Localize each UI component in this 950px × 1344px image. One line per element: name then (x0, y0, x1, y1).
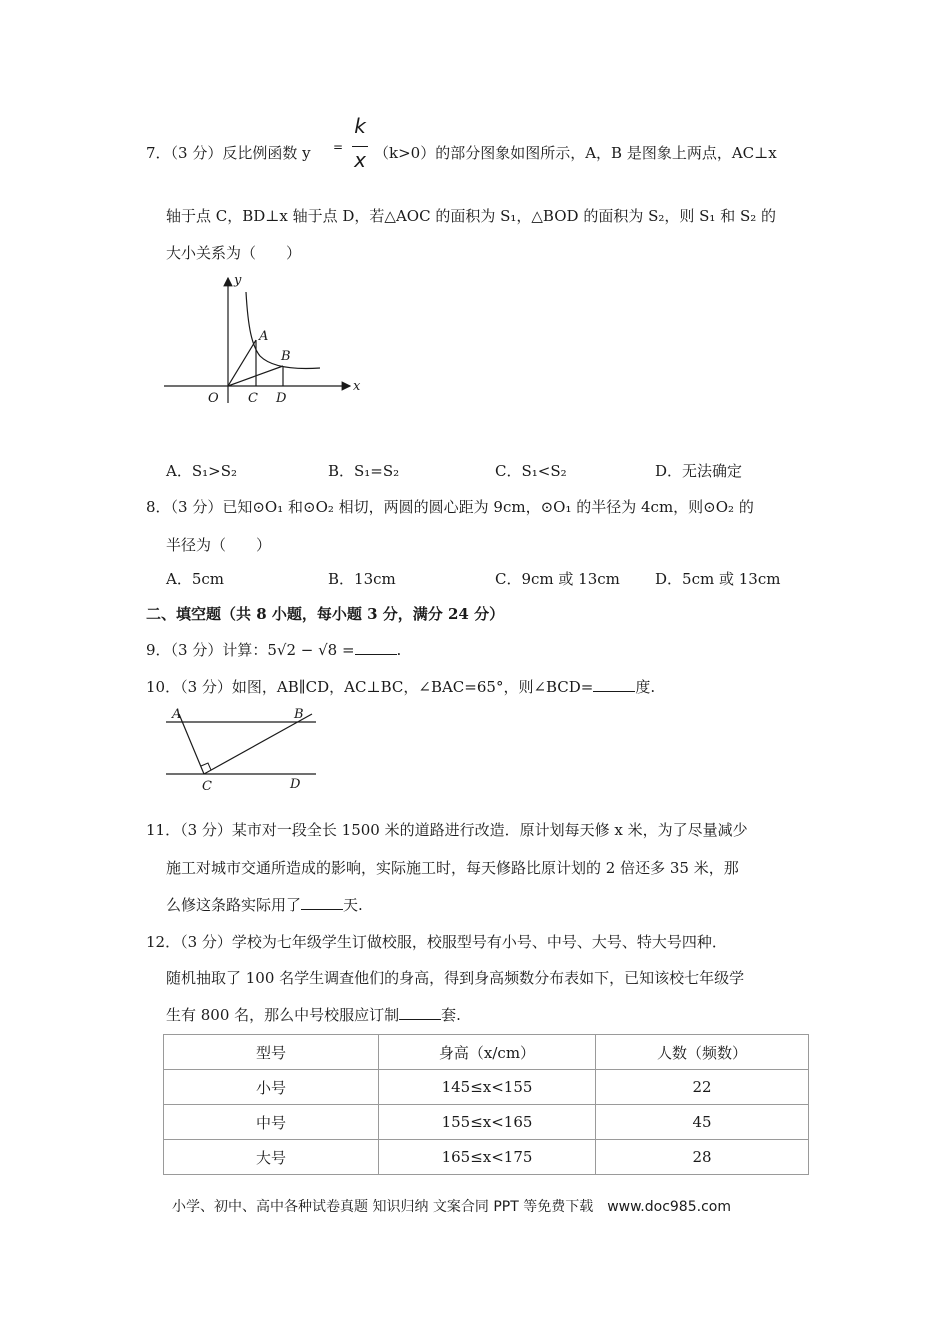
segment-oa (228, 340, 256, 386)
table-cell: 165≤x<175 (379, 1140, 596, 1175)
table-row (164, 1105, 809, 1140)
label-d: D (276, 391, 287, 406)
table-cell: 22 (596, 1070, 809, 1105)
q7-text-post: （k>0）的部分图象如图所示，A，B 是图象上两点，AC⊥x (374, 144, 777, 162)
q12-line3 (166, 1005, 461, 1025)
q8-line2: 半径为（ ） (166, 536, 272, 554)
q9-line (146, 640, 401, 660)
q11-line1: 11．（3 分）某市对一段全长 1500 米的道路进行改造．原计划每天修 x 米，为了尽量减少 (146, 821, 748, 839)
q10-text: 10．（3 分）如图，AB∥CD，AC⊥BC，∠BAC=65°，则∠BCD= (146, 678, 594, 696)
table-header-row (164, 1035, 809, 1070)
q7-line2: 轴于点 C，BD⊥x 轴于点 D，若△AOC 的面积为 S₁，△BOD 的面积为 S₂，则 S₁ 和 S₂ 的 (166, 207, 777, 225)
q10-text-end: 度. (635, 678, 656, 696)
q7-graph (160, 268, 370, 408)
segment-bc (204, 714, 312, 774)
table-cell: 小号 (164, 1070, 379, 1105)
table-cell: 大号 (164, 1140, 379, 1175)
label-c: C (248, 391, 258, 406)
section-2-heading: 二、填空题（共 8 小题，每小题 3 分，满分 24 分） (146, 605, 505, 623)
q12-line1: 12．（3 分）学校为七年级学生订做校服，校服型号有小号、中号、大号、特大号四种． (146, 933, 727, 951)
label-y: y (234, 273, 242, 288)
q9-text: 9．（3 分）计算：5√2 − √8 = (146, 641, 355, 659)
label-x: x (353, 379, 361, 394)
q7-line1 (146, 143, 311, 163)
q12-line2: 随机抽取了 100 名学生调查他们的身高，得到身高频数分布表如下，已知该校七年级学 (166, 969, 745, 987)
q7-fraction-bar (352, 146, 368, 147)
q9-answer-blank (355, 640, 397, 655)
label-a: A (172, 707, 182, 722)
table-header-cell: 型号 (164, 1035, 379, 1070)
q10-line (146, 677, 655, 697)
q11-text: 么修这条路实际用了 (166, 896, 302, 914)
q7-option-c: C．S₁<S₂ (495, 462, 567, 480)
page-footer: 小学、初中、高中各种试卷真题 知识归纳 文案合同 PPT 等免费下载 www.doc985.com (172, 1199, 731, 1215)
table-cell: 28 (596, 1140, 809, 1175)
q7-text-pre: 反比例函数 y (222, 144, 311, 162)
height-frequency-table (163, 1034, 809, 1175)
q11-text-end: 天. (343, 896, 363, 914)
label-a: A (259, 329, 269, 344)
q12-text: 生有 800 名，那么中号校服应订制 (166, 1006, 400, 1024)
table-header-cell: 人数（频数） (596, 1035, 809, 1070)
q8-option-b: B．13cm (328, 570, 396, 588)
label-d: D (290, 777, 301, 792)
q7-fraction-denominator: x (354, 148, 366, 172)
q11-line2: 施工对城市交通所造成的影响，实际施工时，每天修路比原计划的 2 倍还多 35 米，那 (166, 859, 739, 877)
table-header-cell: 身高（x/cm） (379, 1035, 596, 1070)
q12-text-end: 套. (441, 1006, 461, 1024)
q8-option-a: A．5cm (166, 570, 225, 588)
q8-option-d: D．5cm 或 13cm (655, 570, 781, 588)
q11-answer-blank (301, 895, 343, 910)
q7-line3: 大小关系为（ ） (166, 244, 302, 262)
q9-text-end: . (396, 641, 402, 659)
table-cell: 45 (596, 1105, 809, 1140)
q7-fraction-numerator: k (354, 114, 366, 138)
segment-ac (179, 714, 204, 774)
table-cell: 155≤x<165 (379, 1105, 596, 1140)
table-cell: 中号 (164, 1105, 379, 1140)
q7-option-d: D．无法确定 (655, 462, 743, 480)
table-row (164, 1140, 809, 1175)
table-cell: 145≤x<155 (379, 1070, 596, 1105)
q7-equals: = (333, 140, 344, 154)
q10-figure (160, 702, 330, 797)
q10-answer-blank (593, 677, 635, 692)
label-c: C (202, 779, 212, 794)
q7-number: 7． (146, 144, 171, 162)
q7-option-b: B．S₁=S₂ (328, 462, 400, 480)
q11-line3 (166, 895, 363, 915)
label-b: B (294, 707, 304, 722)
label-o: O (208, 391, 219, 406)
q8-line1: 8．（3 分）已知⊙O₁ 和⊙O₂ 相切，两圆的圆心距为 9cm，⊙O₁ 的半径为 4cm，则⊙O₂ 的 (146, 498, 754, 516)
q8-option-c: C．9cm 或 13cm (495, 570, 620, 588)
label-b: B (281, 349, 291, 364)
q7-option-a: A．S₁>S₂ (166, 462, 237, 480)
q12-answer-blank (399, 1005, 441, 1020)
table-row (164, 1070, 809, 1105)
q7-score: （3 分） (170, 144, 223, 162)
